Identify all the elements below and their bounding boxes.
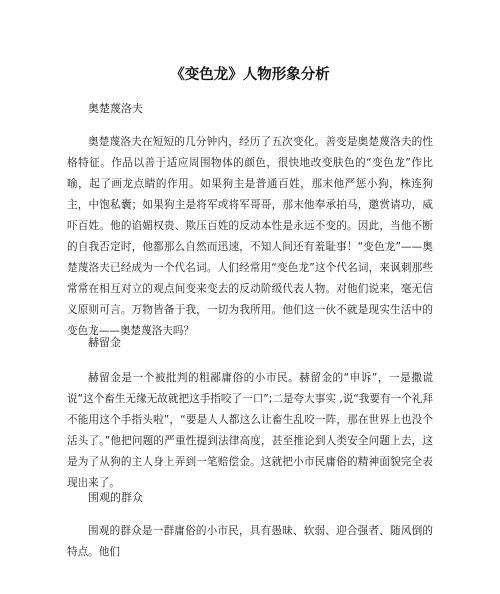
section-paragraph-crowd: 围观的群众是一群庸俗的小市民，具有愚昧、软弱、迎合强者、随风倒的特点。他们 bbox=[67, 525, 433, 558]
section-heading-aochumieluofu: 奥楚蔑洛夫 bbox=[88, 102, 143, 115]
section-heading-heliujin: 赫留金 bbox=[88, 336, 121, 349]
document-title: 《变色龙》人物形象分析 bbox=[170, 67, 330, 83]
section-paragraph-aochumieluofu: 奥楚蔑洛夫在短短的几分钟内，经历了五次变化。善变是奥楚蔑洛夫的性格特征。作品以善于适应周围物体的颜色，很快地改变肤色的“变色龙”作比喻，起了画龙点睛的作用。如果狗主是普通百姓，那末他严惩小狗，株连狗主，中饱私囊；如果狗主是将军或将军哥哥，那末他奉承拍马，邀赏请功，威吓百姓。他的谄媚权贵、欺压百姓的反动本性是永远不变的。因此，当他不断的自我否定时，他都那么自然而迅速，不知人间还有羞耻事！“变色龙”——奥楚蔑洛夫已经成为一个代名词。人们经常用“变色龙”这个代名词，来讽刺那些常常在相互对立的观点间变来变去的反动阶级代表人物。对他们说来，毫无信义原则可言。万物皆备于我，一切为我所用。他们这一伙不就是现实生活中的变色龙——奥楚蔑洛夫吗？ bbox=[67, 136, 433, 337]
section-paragraph-heliujin: 赫留金是一个被批判的粗鄙庸俗的小市民。赫留金的“申诉”，一是撒谎说“这个畜生无缘无故就把这手指咬了一口”;二是夸大事实 ,说“我要有一个礼拜不能用这个手指头啦”，“要是人人都这么让畜生乱咬一阵，那在世界上也没个活头了。”他把问题的严重性提到法律高度，甚至推论到人类安全问题上去，这是为了从狗的主人身上弄到一笔赔偿金。这就把小市民庸俗的精神面貌完全表现出来了。 bbox=[67, 372, 433, 489]
section-heading-crowd: 围观的群众 bbox=[88, 491, 143, 504]
